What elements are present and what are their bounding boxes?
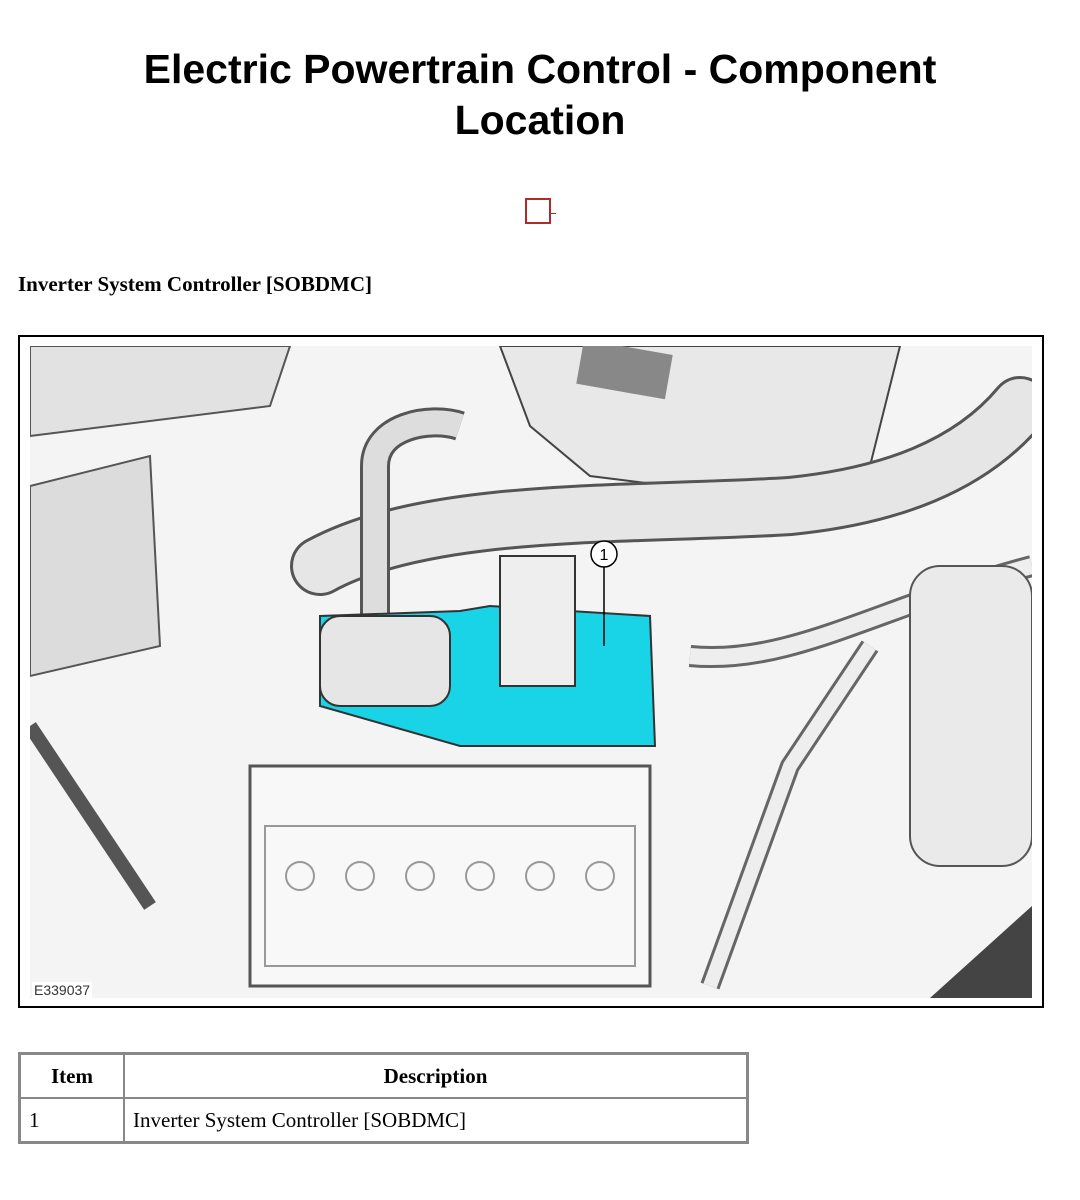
- item-description-table: [18, 1052, 749, 1144]
- page-title: Electric Powertrain Control - Component Location: [143, 46, 937, 143]
- header-item: Item: [20, 1054, 124, 1098]
- callout-number: 1: [599, 547, 609, 564]
- cell-description: Inverter System Controller [SOBDMC]: [124, 1098, 747, 1142]
- cell-item: 1: [20, 1098, 124, 1142]
- section-heading: Inverter System Controller [SOBDMC]: [18, 272, 373, 296]
- table-row: [20, 1098, 747, 1142]
- header-description: Description: [124, 1054, 747, 1098]
- engine-bay-illustration: [30, 346, 1032, 998]
- table-header-row: [20, 1054, 747, 1098]
- figure-id-label: E339037: [34, 982, 91, 998]
- broken-image-icon: [525, 198, 551, 224]
- component-location-figure: [18, 335, 1044, 1008]
